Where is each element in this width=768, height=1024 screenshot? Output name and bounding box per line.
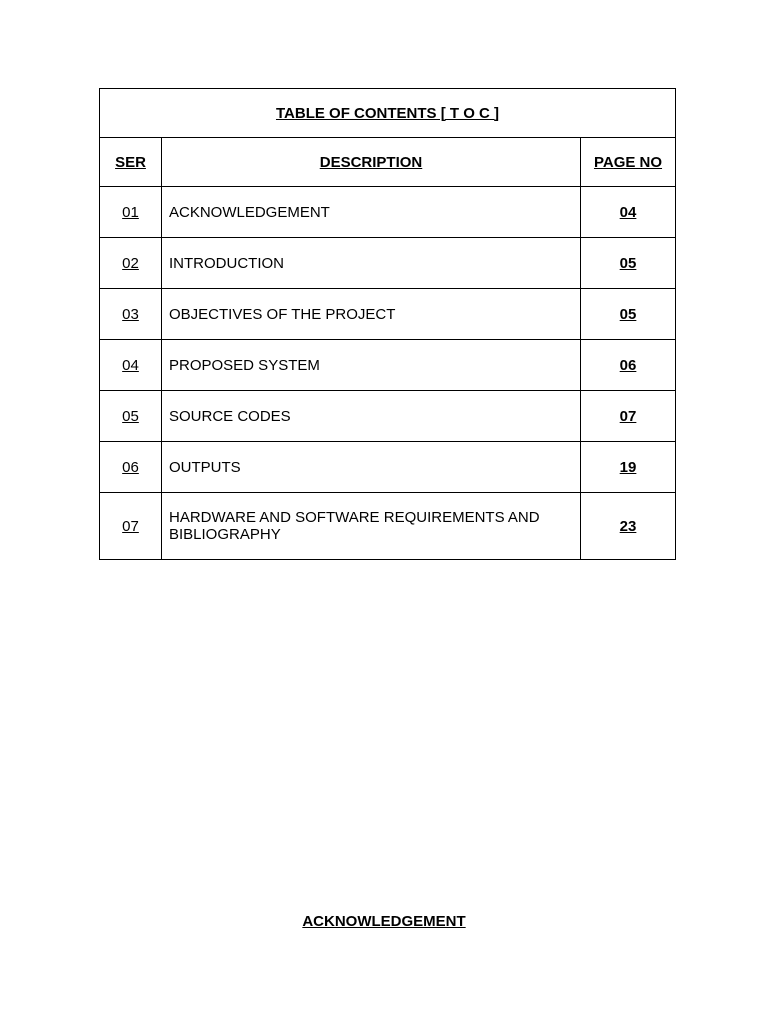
table-row [100, 238, 676, 289]
page-number: 19 [581, 442, 676, 493]
table-row [100, 340, 676, 391]
description-cell: PROPOSED SYSTEM [162, 340, 581, 391]
table-row [100, 289, 676, 340]
toc-title: TABLE OF CONTENTS [ T O C ] [100, 89, 676, 138]
toc-header-row [100, 138, 676, 187]
description-cell: SOURCE CODES [162, 391, 581, 442]
toc-title-row [100, 89, 676, 138]
page-number: 23 [581, 493, 676, 560]
description-cell: HARDWARE AND SOFTWARE REQUIREMENTS AND BIBLIOGRAPHY [162, 493, 581, 560]
ser-number: 01 [100, 187, 162, 238]
page-number: 06 [581, 340, 676, 391]
table-row [100, 187, 676, 238]
header-ser: SER [100, 138, 162, 187]
ser-number: 06 [100, 442, 162, 493]
header-page-no: PAGE NO [581, 138, 676, 187]
description-cell: OBJECTIVES OF THE PROJECT [162, 289, 581, 340]
toc-table [99, 88, 676, 560]
page-number: 07 [581, 391, 676, 442]
page-number: 05 [581, 238, 676, 289]
table-row [100, 442, 676, 493]
header-description: DESCRIPTION [162, 138, 581, 187]
description-cell: OUTPUTS [162, 442, 581, 493]
page-number: 04 [581, 187, 676, 238]
table-row [100, 391, 676, 442]
ser-number: 02 [100, 238, 162, 289]
ser-number: 03 [100, 289, 162, 340]
page-number: 05 [581, 289, 676, 340]
table-row [100, 493, 676, 560]
ser-number: 07 [100, 493, 162, 560]
ser-number: 04 [100, 340, 162, 391]
description-cell: INTRODUCTION [162, 238, 581, 289]
section-heading: ACKNOWLEDGEMENT [302, 913, 466, 930]
description-cell: ACKNOWLEDGEMENT [162, 187, 581, 238]
ser-number: 05 [100, 391, 162, 442]
